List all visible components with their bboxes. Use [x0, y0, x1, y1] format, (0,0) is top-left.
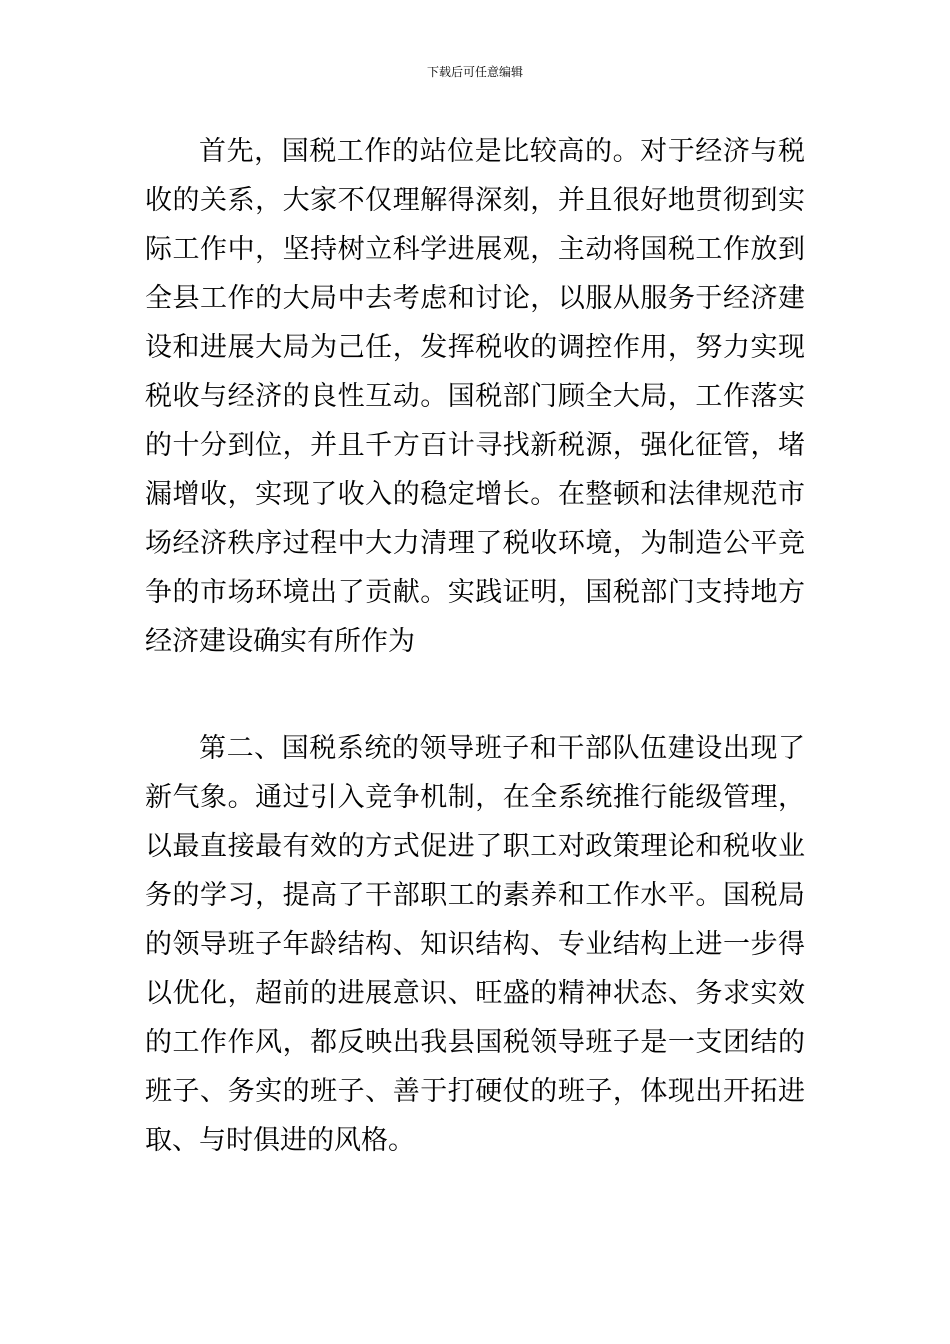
paragraph-second: 第二、国税系统的领导班子和干部队伍建设出现了新气象。通过引入竞争机制，在全系统推行能级管理，以最直接最有效的方式促进了职工对政策理论和税收业务的学习，提高了干部职工的素养和工作水平。国税局的领导班子年龄结构、知识结构、专业结构上进一步得以优化，超前的进展意识、旺盛的精神状态、务求实效的工作作风，都反映出我县国税领导班子是一支团结的班子、务实的班子、善于打硬仗的班子，体现出开拓进取、与时俱进的风格。 — [145, 733, 805, 1156]
page-header: 下载后可任意编辑 — [426, 65, 523, 79]
paragraph-first: 首先，国税工作的站位是比较高的。对于经济与税收的关系，大家不仅理解得深刻，并且很好地贯彻到实际工作中，坚持树立科学进展观，主动将国税工作放到全县工作的大局中去考虑和讨论，以服从服务于经济建设和进展大局为己任，发挥税收的调控作用，努力实现税收与经济的良性互动。国税部门顾全大局，工作落实的十分到位，并且千方百计寻找新税源，强化征管，堵漏增收，实现了收入的稳定增长。在整顿和法律规范市场经济秩序过程中大力清理了税收环境，为制造公平竞争的市场环境出了贡献。实践证明，国税部门支持地方经济建设确实有所作为 — [145, 136, 805, 657]
